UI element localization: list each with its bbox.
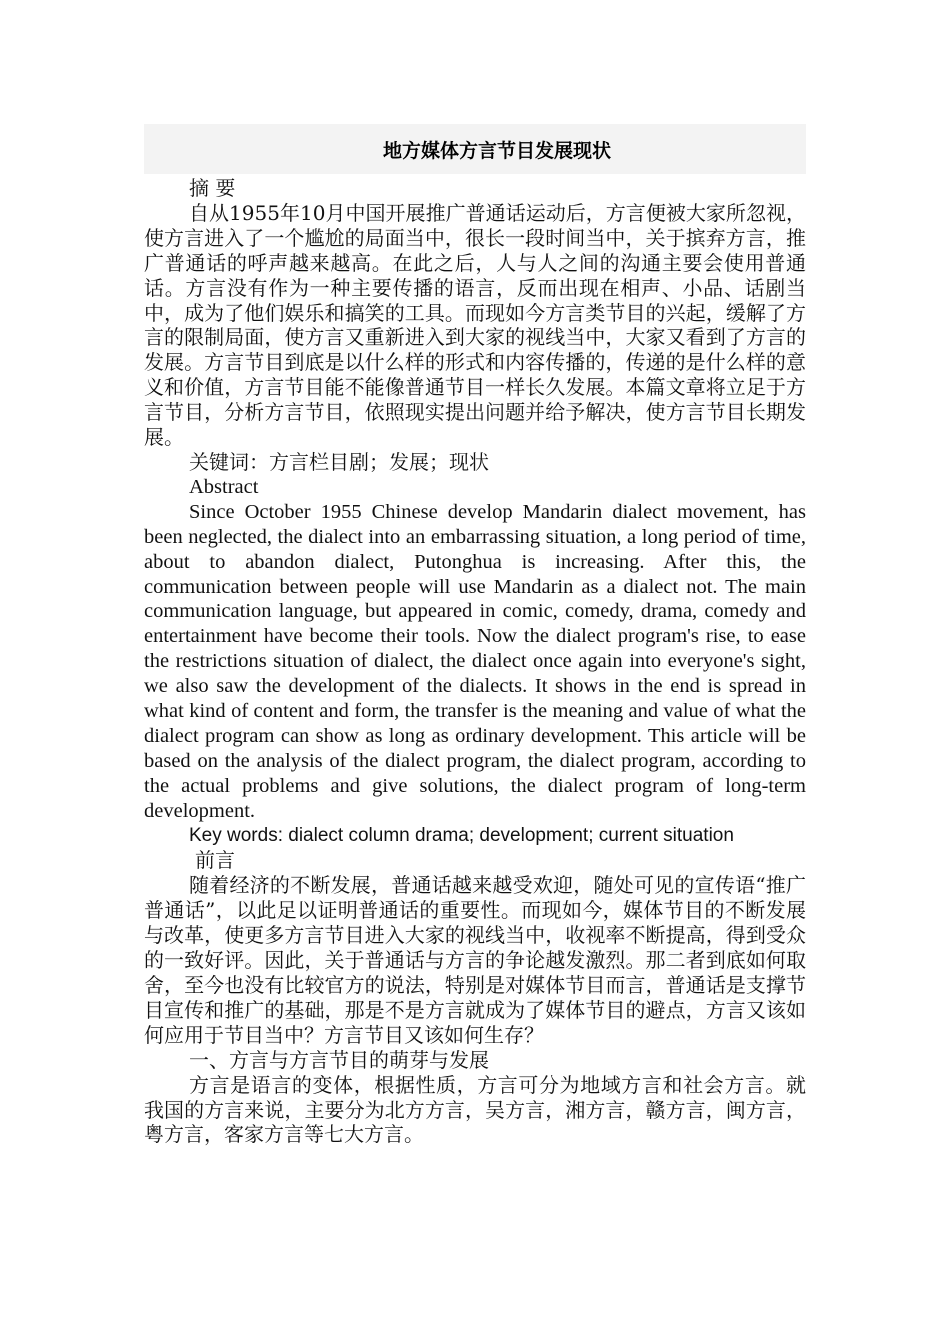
preface-heading: 前言 (195, 848, 235, 873)
document-title: 地方媒体方言节目发展现状 (382, 139, 611, 162)
abstract-heading: 摘 要 (189, 176, 236, 200)
section-1-paragraph: 方言是语言的变体，根据性质，方言可分为地域方言和社会方言。就我国的方言来说，主要分为北方方言，吴方言，湘方言，赣方言，闽方言，粤方言，客家方言等七大方言。 (144, 1072, 806, 1147)
abstract-english: Since October 1955 Chinese develop Mandarin dialect movement, has been neglected, the dialect into an embarrassing situation, a long period of time, about to abandon dialect, Putonghua is increasing. After this, the communication between people will use Mandarin as a dialect not. The main communication language, but appeared in comic, comedy, drama, comedy and entertainment have become their tools. Now the dialect program's rise, to ease the restrictions situation of dialect, the dialect once again into everyone's sight, we also saw the development of the dialects. It shows in the end is spread in what kind of content and form, the transfer is the meaning and value of what the dialect program can show as long as ordinary development. This article will be based on the analysis of the dialect program, the dialect program, according to the actual problems and give solutions, the dialect program of long-term development. (144, 500, 806, 822)
document-page (144, 124, 806, 1147)
abstract-chinese: 自从1955年10月中国开展推广普通话运动后，方言便被大家所忽视，使方言进入了一个尴尬的局面当中，很长一段时间当中，关于摈弃方言，推广普通话的呼声越来越高。在此之后，人与人之间的沟通主要会使用普通话。方言没有作为一种主要传播的语言，反而出现在相声、小品、话剧当中，成为了他们娱乐和搞笑的工具。而现如今方言类节目的兴起，缓解了方言的限制局面，使方言又重新进入到大家的视线当中，大家又看到了方言的发展。方言节目到底是以什么样的形式和内容传播的，传递的是什么样的意义和价值，方言节目能不能像普通节目一样长久发展。本篇文章将立足于方言节目，分析方言节目，依照现实提出问题并给予解决，使方言节目长期发展。 (144, 200, 806, 450)
preface-paragraph: 随着经济的不断发展，普通话越来越受欢迎，随处可见的宣传语“推广普通话”，以此足以证明普通话的重要性。而现如今，媒体节目的不断发展与改革，使更多方言节目进入大家的视线当中，收视率不断提高，得到受众的一致好评。因此，关于普通话与方言的争论越发激烈。那二者到底如何取舍，至今也没有比较官方的说法，特别是对媒体节目而言，普通话是支撑节目宣传和推广的基础，那是不是方言就成为了媒体节目的避点，方言又该如何应用于节目当中？方言节目又该如何生存？ (144, 873, 806, 1047)
keywords-chinese: 关键词：方言栏目剧；发展；现状 (189, 449, 489, 474)
keywords-english: Key words: dialect column drama; development; current situation (189, 824, 734, 846)
section-1-heading: 一、方言与方言节目的萌芽与发展 (189, 1047, 489, 1072)
abstract-english-heading: Abstract (189, 475, 259, 498)
title-bar (144, 124, 806, 174)
